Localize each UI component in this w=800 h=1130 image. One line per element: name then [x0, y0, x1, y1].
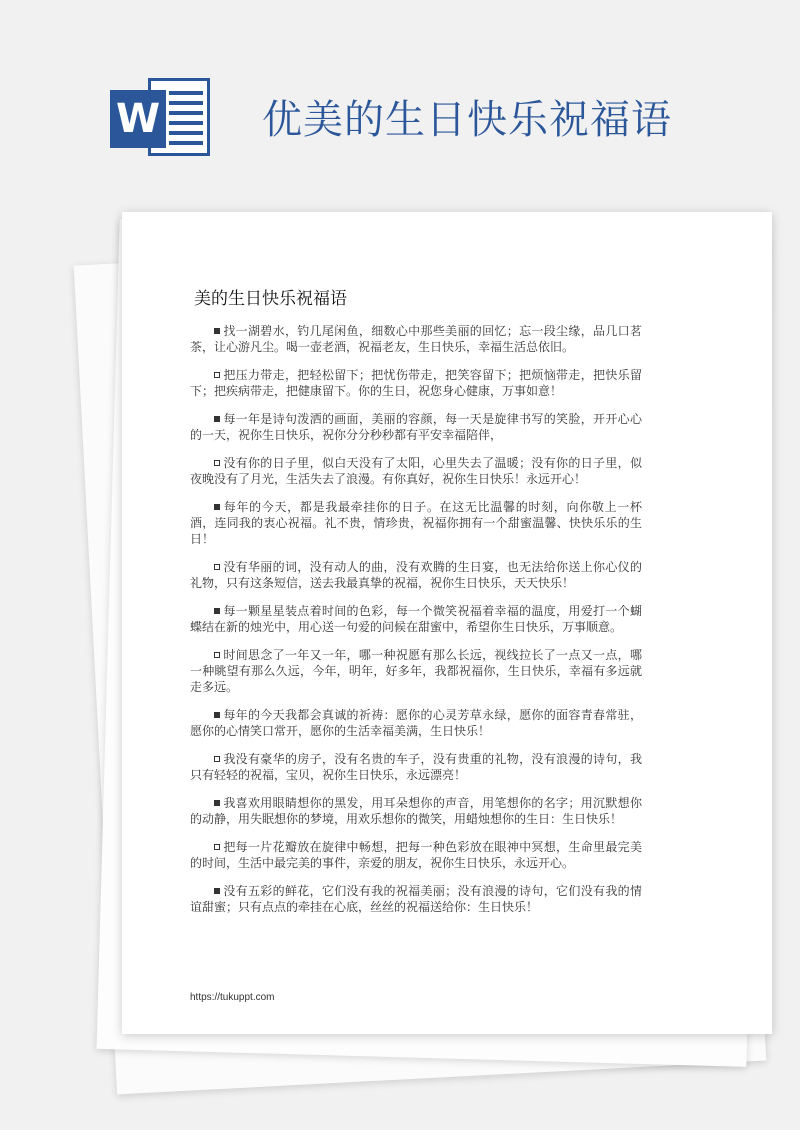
footer-url: https://tukuppt.com — [190, 992, 275, 1003]
filled-square-bullet-icon — [214, 328, 220, 334]
paragraph — [190, 411, 642, 443]
paragraph-text: 每一颗星星装点着时间的色彩，每一个微笑祝福着幸福的温度，用爱打一个蝴蝶结在新的烛光中，用心送一句爱的问候在甜蜜中，希望你生日快乐，万事顺意。 — [190, 604, 642, 634]
paragraph — [190, 603, 642, 635]
filled-square-bullet-icon — [214, 712, 220, 718]
paragraph — [190, 367, 642, 399]
document-title: 美的生日快乐祝福语 — [194, 289, 347, 309]
banner-title: 优美的生日快乐祝福语 — [262, 97, 672, 143]
paragraph — [190, 795, 642, 827]
paragraph-text: 把压力带走，把轻松留下；把忧伤带走，把笑容留下；把烦恼带走，把快乐留下；把疾病带走，把健康留下。你的生日，祝您身心健康，万事如意！ — [190, 368, 642, 398]
hollow-square-bullet-icon — [214, 564, 220, 570]
paragraph-text: 时间思念了一年又一年，哪一种祝愿有那么长远，视线拉长了一点又一点，哪一种眺望有那么久远，今年，明年，好多年，我都祝福你，生日快乐，幸福有多远就走多远。 — [190, 648, 642, 694]
hollow-square-bullet-icon — [214, 460, 220, 466]
filled-square-bullet-icon — [214, 416, 220, 422]
word-document-icon — [110, 72, 220, 162]
filled-square-bullet-icon — [214, 608, 220, 614]
logo-badge: W — [110, 90, 166, 148]
paragraph — [190, 499, 642, 547]
paragraph-text: 把每一片花瓣放在旋律中畅想，把每一种色彩放在眼神中冥想，生命里最完美的时间，生活中最完美的事件，亲爱的朋友，祝你生日快乐，永远开心。 — [190, 840, 642, 870]
paragraph-text: 我喜欢用眼睛想你的黑发，用耳朵想你的声音，用笔想你的名字；用沉默想你的动静，用失眠想你的梦境，用欢乐想你的微笑，用蜡烛想你的生日：生日快乐！ — [190, 796, 642, 826]
filled-square-bullet-icon — [214, 504, 220, 510]
hollow-square-bullet-icon — [214, 372, 220, 378]
paragraph — [190, 883, 642, 915]
paragraph — [190, 647, 642, 695]
paragraph — [190, 559, 642, 591]
document-page — [122, 212, 772, 1034]
paragraph-text: 每一年是诗句泼洒的画面，美丽的容颜，每一天是旋律书写的笑脸，开开心心的一天，祝你生日快乐，祝你分分秒秒都有平安幸福陪伴， — [190, 412, 642, 442]
paragraph-text: 没有五彩的鲜花，它们没有我的祝福美丽；没有浪漫的诗句，它们没有我的情谊甜蜜；只有点点的牵挂在心底，丝丝的祝福送给你：生日快乐！ — [190, 884, 642, 914]
paragraph-text: 我没有豪华的房子，没有名贵的车子，没有贵重的礼物，没有浪漫的诗句，我只有轻轻的祝福，宝贝，祝你生日快乐，永远漂亮！ — [190, 752, 642, 782]
banner — [0, 0, 800, 200]
paragraph — [190, 707, 642, 739]
hollow-square-bullet-icon — [214, 652, 220, 658]
paragraph — [190, 323, 642, 355]
paragraph-text: 找一湖碧水，钓几尾闲鱼，细数心中那些美丽的回忆；忘一段尘缘，品几口茗茶，让心游凡尘。喝一壶老酒，祝福老友，生日快乐，幸福生活总依旧。 — [190, 324, 642, 354]
paragraph — [190, 455, 642, 487]
hollow-square-bullet-icon — [214, 844, 220, 850]
filled-square-bullet-icon — [214, 800, 220, 806]
paragraph — [190, 839, 642, 871]
filled-square-bullet-icon — [214, 888, 220, 894]
paragraph-text: 没有你的日子里，似白天没有了太阳，心里失去了温暖；没有你的日子里，似夜晚没有了月光，生活失去了浪漫。有你真好，祝你生日快乐！永远开心！ — [190, 456, 642, 486]
paragraph — [190, 751, 642, 783]
paragraph-text: 每年的今天，都是我最牵挂你的日子。在这无比温馨的时刻，向你敬上一杯酒，连同我的衷心祝福。礼不贵，情珍贵，祝福你拥有一个甜蜜温馨、快快乐乐的生日！ — [190, 500, 642, 546]
paragraph-list — [190, 323, 642, 927]
paragraph-text: 每年的今天我都会真诚的祈祷：愿你的心灵芳草永绿，愿你的面容青春常驻，愿你的心情笑口常开，愿你的生活幸福美满，生日快乐！ — [190, 708, 642, 738]
paragraph-text: 没有华丽的词，没有动人的曲，没有欢腾的生日宴，也无法给你送上你心仪的礼物，只有这条短信，送去我最真挚的祝福，祝你生日快乐，天天快乐！ — [190, 560, 642, 590]
hollow-square-bullet-icon — [214, 756, 220, 762]
